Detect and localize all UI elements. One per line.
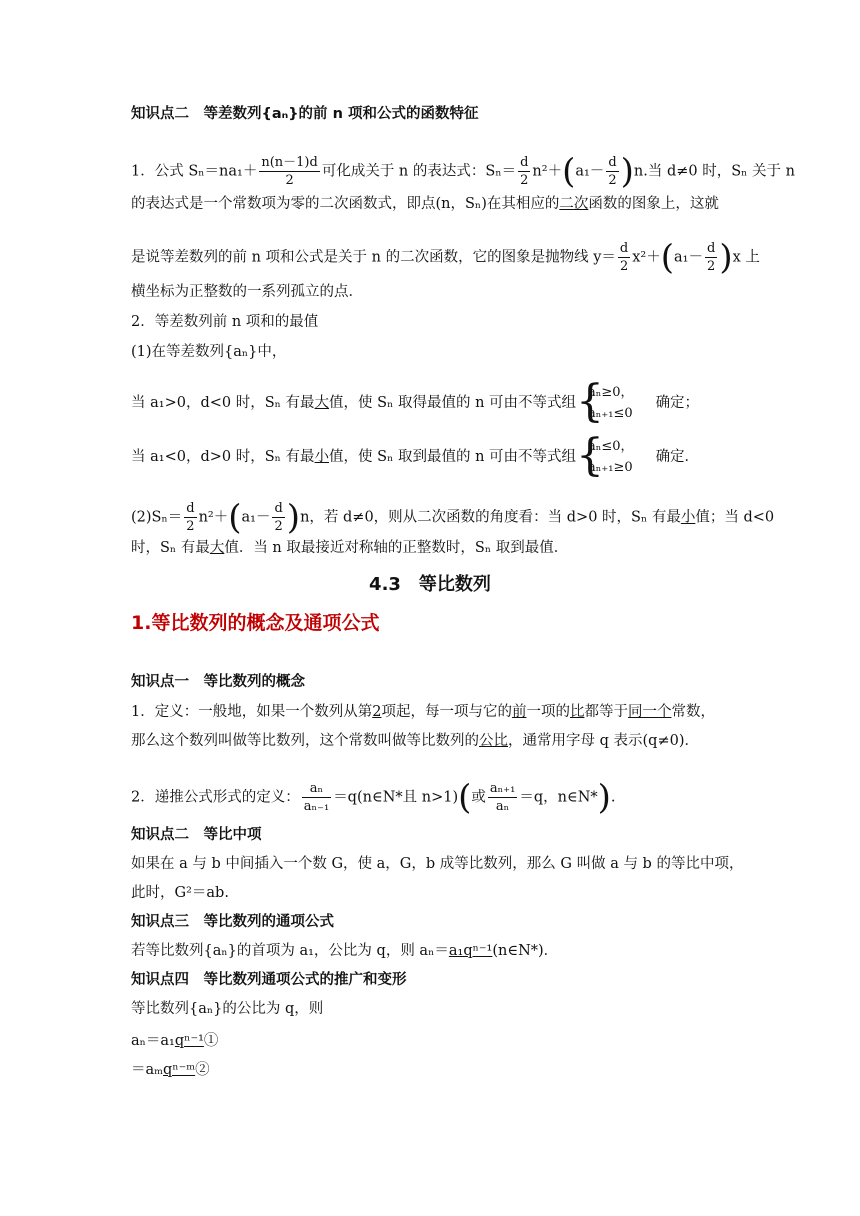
case2-sys1: { aₙ≤0， xyxy=(588,439,634,454)
g-kp4-heading: 知识点四 等比数列通项公式的推广和变形 xyxy=(131,972,407,988)
g-kp3-heading: 知识点三 等比数列的通项公式 xyxy=(131,914,334,930)
p1-frac-den: 2 xyxy=(285,173,294,188)
g-gen-text-b: (n∈N*)． xyxy=(492,943,559,959)
p1-frac3-den: 2 xyxy=(608,173,617,188)
p1-line2 xyxy=(131,194,731,214)
p1-line3-frac2-num: d xyxy=(706,241,716,256)
p2-line2-text-a: 时，Sₙ 有最 xyxy=(131,540,210,556)
case2-line xyxy=(131,436,731,478)
right-paren-3: ) xyxy=(286,497,301,538)
p2-sub2-frac2 xyxy=(272,500,284,535)
right-paren-2: ) xyxy=(719,237,733,278)
g-def-u4: 同一个 xyxy=(627,704,672,720)
p2-heading: 2．等差数列前 n 项和的最值 xyxy=(131,314,319,330)
g-ext2-text-a: aₙ＝a₁ xyxy=(131,1033,175,1049)
p2-sub2-frac xyxy=(184,500,196,535)
g-def2-text-b: ，通常用字母 q 表示(q≠0)． xyxy=(508,733,699,749)
p2-line2-underline: 大 xyxy=(209,540,225,556)
case1-text-b: 值，使 Sₙ 取得最值的 n 可由不等式组 xyxy=(329,395,577,411)
g-kp1-heading: 知识点一 等比数列的概念 xyxy=(131,674,305,690)
case2-text-b: 值，使 Sₙ 取到最值的 n 可由不等式组 xyxy=(329,449,577,465)
left-paren-3: ( xyxy=(228,497,242,538)
g-rec-text-a: 2．递推公式形式的定义： xyxy=(131,789,300,806)
right-paren: ) xyxy=(620,151,634,192)
g-def-line2 xyxy=(131,731,731,751)
g-ext2-text-b: ① xyxy=(203,1033,219,1049)
g-ext2-underline: qⁿ⁻¹ xyxy=(174,1033,204,1049)
case2-system xyxy=(578,436,634,478)
g-ext3-text-a: ＝aₘ xyxy=(131,1062,164,1078)
case1-underline: 大 xyxy=(314,395,330,411)
case2-text-a: 当 a₁<0，d>0 时，Sₙ 有最 xyxy=(131,449,315,465)
p2-sub2-text-d: 值；当 d<0 xyxy=(695,509,775,526)
p1-line2-text-b: 函数的图象上，这就 xyxy=(588,196,719,212)
g-def-text-e: 常数， xyxy=(671,704,715,720)
p1-text-b: 可化成关于 n 的表达式：Sₙ＝ xyxy=(321,163,517,180)
g-def-text-c: 一项的 xyxy=(526,704,570,720)
case1-text-a: 当 a₁>0，d<0 时，Sₙ 有最 xyxy=(131,395,315,411)
p2-sub2-underline: 小 xyxy=(680,509,696,526)
p1-fraction3 xyxy=(606,154,618,189)
p1-fraction2 xyxy=(518,154,530,189)
left-paren-4: ( xyxy=(458,777,472,818)
p2-sub2-line xyxy=(131,497,775,538)
g-rec-end: . xyxy=(610,789,616,806)
g-def2-underline: 公比 xyxy=(479,733,508,749)
p1-line1 xyxy=(131,151,795,192)
g-ext-line3 xyxy=(131,1060,731,1080)
g-ext-line2 xyxy=(131,1031,731,1051)
p1-frac3-num: d xyxy=(608,155,617,170)
g-rec-text-c: ＝q，n∈N* xyxy=(519,789,598,806)
p1-line3-inner: a₁－ xyxy=(674,249,703,266)
g-def-text-b: 项起，每一项与它的 xyxy=(381,704,512,720)
p1-line2-text: 的表达式是一个常数项为零的二次函数式，即点(n，Sₙ)在其相应的 xyxy=(131,196,560,212)
p1-text-a: 1．公式 Sₙ＝na₁＋ xyxy=(131,163,258,180)
p2-line2-text-b: 值．当 n 取最接近对称轴的正整数时，Sₙ 取到最值． xyxy=(224,540,569,556)
p1-frac2-den: 2 xyxy=(520,173,529,188)
p1-frac2-num: d xyxy=(520,155,529,170)
g-def2-text-a: 那么这个数列叫做等比数列，这个常数叫做等比数列的 xyxy=(131,733,479,749)
left-paren-2: ( xyxy=(660,237,675,278)
p1-text-c: n²＋ xyxy=(532,163,563,180)
p1-line3-text-c: x 上 xyxy=(732,249,760,266)
p1-line3-frac-den: 2 xyxy=(619,259,629,274)
section-title: 4.3 等比数列 xyxy=(369,574,491,595)
p2-sub2-inner: a₁－ xyxy=(241,509,271,526)
case1-sys2: aₙ₊₁≤0 xyxy=(588,406,633,421)
p1-line3-frac xyxy=(618,240,630,275)
g-ext3-text-b: ② xyxy=(195,1062,210,1078)
p2-sub2-frac-num: d xyxy=(186,501,195,516)
g-def-u2: 前 xyxy=(511,704,527,720)
g-def-text-a: 1．定义：一般地，如果一个数列从第 xyxy=(131,704,373,720)
p2-sub1: (1)在等差数列{aₙ}中， xyxy=(131,344,287,360)
p1-line3 xyxy=(131,237,760,278)
p1-line3-text: 是说等差数列的前 n 项和公式是关于 n 的二次函数，它的图象是抛物线 y＝ xyxy=(131,249,616,266)
case1-system xyxy=(578,382,634,424)
case1-sys1: { aₙ≥0， xyxy=(588,385,634,400)
g-gen-text-a: 若等比数列{aₙ}的首项为 a₁，公比为 q，则 aₙ＝ xyxy=(131,943,449,959)
p2-sub2-frac2-den: 2 xyxy=(274,519,283,534)
p1-line4: 横坐标为正整数的一系列孤立的点． xyxy=(131,284,363,300)
g-ext3-underline: qⁿ⁻ᵐ xyxy=(163,1062,196,1078)
p2-sub2-frac-den: 2 xyxy=(186,519,195,534)
g-gen-underline: a₁qⁿ⁻¹ xyxy=(448,943,493,959)
g-mid-line1: 如果在 a 与 b 中间插入一个数 G，使 a，G，b 成等比数列，那么 G 叫做 a 与 b 的等比中项， xyxy=(131,856,744,872)
g-rec-text-b: ＝q(n∈N*且 n>1) xyxy=(333,789,459,806)
g-rec-frac-num: aₙ xyxy=(302,780,331,798)
g-rec-frac2-den: aₙ xyxy=(495,799,510,814)
g-ext-line1: 等比数列{aₙ}的公比为 q，则 xyxy=(131,1001,324,1017)
left-paren: ( xyxy=(562,151,576,192)
g-rec-frac-den: aₙ₋₁ xyxy=(303,799,330,814)
p2-sub2-text-b: n²＋ xyxy=(198,509,229,526)
p1-frac-num: n(n－1)d xyxy=(261,155,318,170)
g-kp2-heading: 知识点二 等比中项 xyxy=(131,827,262,843)
right-paren-4: ) xyxy=(597,777,611,818)
p1-fraction xyxy=(259,154,319,189)
g-def-u3: 比 xyxy=(569,704,585,720)
case2-underline: 小 xyxy=(314,449,330,465)
g-rec-frac2-num: aₙ₊₁ xyxy=(489,781,516,796)
case1-end: 确定； xyxy=(655,395,700,411)
p1-line2-underline: 二次 xyxy=(559,196,589,212)
g-gen-line xyxy=(131,941,731,961)
g-def-line1 xyxy=(131,702,731,722)
p2-sub2-frac2-num: d xyxy=(274,501,283,516)
g-def-text-d: 都等于 xyxy=(584,704,628,720)
p1-line3-frac2 xyxy=(705,240,717,275)
case1-line xyxy=(131,382,731,424)
p1-inner: a₁－ xyxy=(575,163,605,180)
g-rec-frac xyxy=(302,780,331,815)
g-rec-or: 或 xyxy=(471,789,486,806)
kp2-heading: 知识点二 等差数列{aₙ}的前 n 项和公式的函数特征 xyxy=(131,106,479,122)
p2-sub2-text-a: (2)Sₙ＝ xyxy=(131,509,183,526)
g-rec-line xyxy=(131,777,731,818)
p1-line3-frac2-den: 2 xyxy=(707,259,716,274)
g-mid-line2: 此时，G²＝ab. xyxy=(131,885,229,901)
red-heading: 1.等比数列的概念及通项公式 xyxy=(131,612,380,634)
p1-line3-frac-num: d xyxy=(619,241,629,256)
p2-line2 xyxy=(131,538,731,558)
g-def-u1: 2 xyxy=(372,704,382,720)
case2-end: 确定． xyxy=(655,449,700,465)
case2-sys2: aₙ₊₁≥0 xyxy=(588,460,633,475)
p1-text-d: n.当 d≠0 时，Sₙ 关于 n xyxy=(633,163,795,180)
p2-sub2-text-c: n，若 d≠0，则从二次函数的角度看：当 d>0 时，Sₙ 有最 xyxy=(300,509,681,526)
g-rec-frac2 xyxy=(488,780,517,815)
p1-line3-text-b: x²＋ xyxy=(632,249,661,266)
